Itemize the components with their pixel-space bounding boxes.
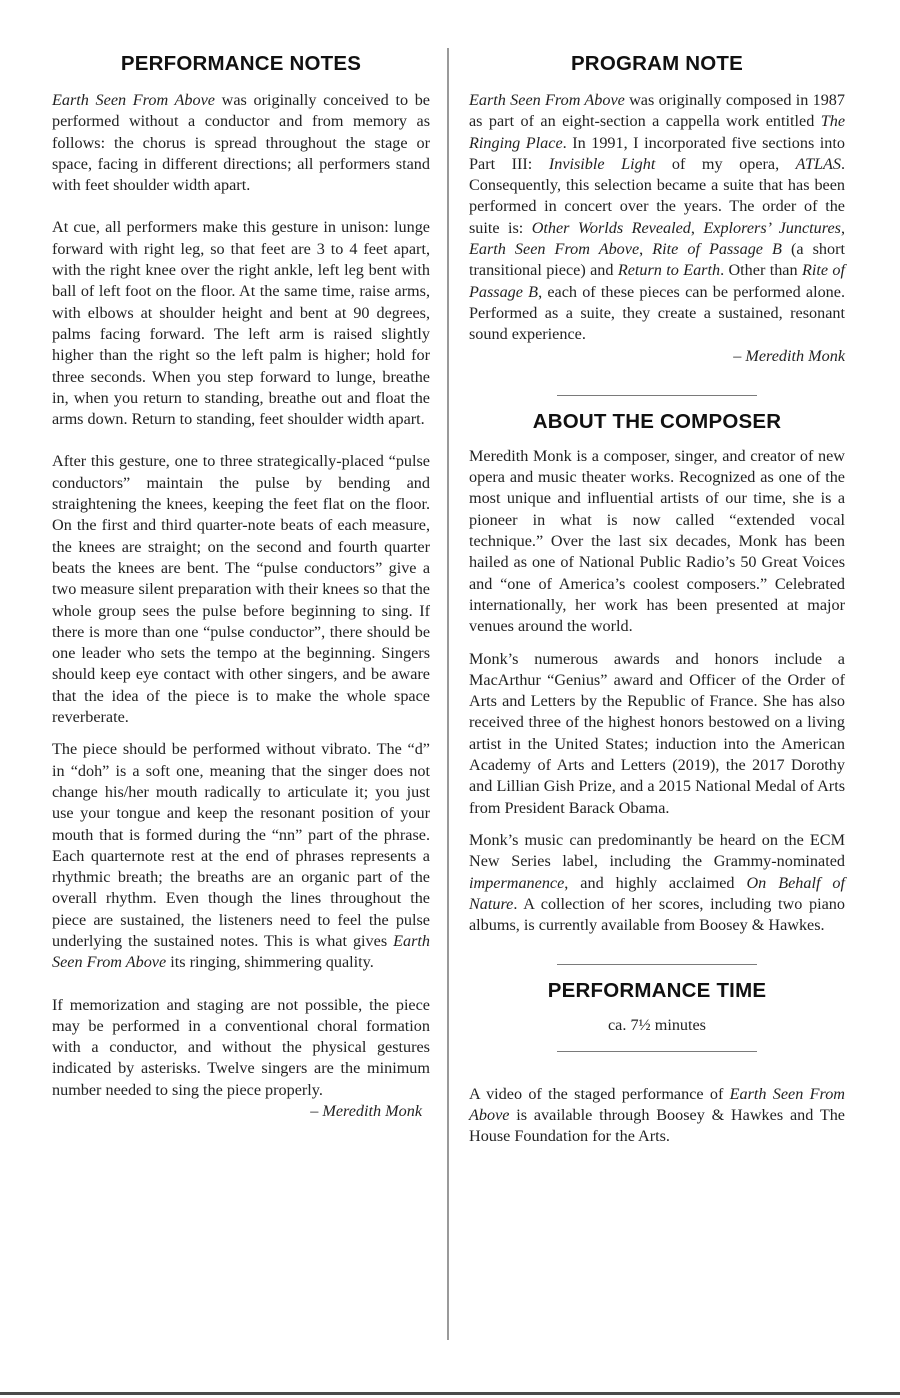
performance-time-heading: PERFORMANCE TIME	[547, 979, 767, 1003]
performance-notes-paragraph-5: If memorization and staging are not possible, the piece may be performed in a conventional choral formation with a conductor, and without the physical gestures indicated by asterisks. Twelve singers are the minimum number needed to sing the piece properly.	[52, 995, 430, 1099]
video-note-paragraph: A video of the staged performance of Earth Seen From Above is available through Boosey & Hawkes and The House Foundation for the Arts.	[469, 1084, 845, 1146]
program-note-heading: PROGRAM NOTE	[570, 52, 744, 75]
about-composer-paragraph-2: Monk’s numerous awards and honors include a MacArthur “Genius” award and Officer of the Order of Arts and Letters by the Republic of France. She has also received three of the highest honors bestowed on a living artist in the United States; induction into the American Academy of Arts and Letters (2019), the 2017 Dorothy and Lillian Gish Prize, and a 2015 National Medal of Arts from President Barack Obama.	[469, 649, 845, 817]
performance-notes-paragraph-4: The piece should be performed without vibrato. The “d” in “doh” is a soft one, meaning that the singer does not change his/her mouth radically to articulate it; you just use your tongue and keep the resonant position of your mouth that is formed during the “nn” part of the phrase. Each quarternote rest at the end of phrases represents a rhythmic breath; the breaths are an organic part of the overall rhythm. Even though the lines throughout the piece are sustained, the listeners need to feel the pulse underlying the sustained notes. This is what gives Earth Seen From Above its ringing, shimmering quality.	[52, 740, 430, 972]
performance-notes-paragraph-1: Earth Seen From Above was originally conceived to be performed without a conductor and from memory as follows: the chorus is spread throughout the stage or space, facing in different directions; all performers stand with feet shoulder width apart.	[52, 91, 430, 195]
performance-time-duration: ca. 7½ minutes	[607, 1016, 706, 1035]
left-column	[52, 52, 430, 1122]
right-column	[469, 52, 845, 1148]
about-composer-paragraph-3: Monk’s music can predominantly be heard on the ECM New Series label, including the Grammy-nominated impermanence, and highly acclaimed On Behalf of Nature. A collection of her scores, including two piano albums, is currently available from Boosey & Hawkes.	[469, 830, 845, 935]
performance-notes-signature: – Meredith Monk	[310, 1102, 422, 1121]
column-divider	[447, 48, 449, 1340]
performance-notes-heading: PERFORMANCE NOTES	[120, 52, 362, 75]
page-bottom-edge	[0, 1392, 900, 1395]
program-note-signature: – Meredith Monk	[733, 346, 845, 365]
performance-notes-paragraph-2: At cue, all performers make this gesture in unison: lunge forward with right leg, so that feet are 3 to 4 feet apart, with the right knee over the right ankle, left leg bent with ball of left foot on the floor. At the same time, raise arms, with elbows at shoulder height and bent at 90 degrees, palms facing forward. The left arm is raised slightly higher than the right so the left palm is higher; hold for three seconds. When you step forward to lunge, breathe in, when you return to standing, breathe out and float the arms down. Return to standing, feet shoulder width apart.	[52, 218, 430, 429]
about-composer-heading: ABOUT THE COMPOSER	[532, 409, 782, 433]
program-note-paragraph: Earth Seen From Above was originally composed in 1987 as part of an eight-section a cappella work entitled The Ringing Place. In 1991, I incorporated five sections into Part III: Invisible Light of my opera, ATLAS. Consequently, this selection became a suite that has been performed in concert over the years. The order of the suite is: Other Worlds Revealed, Explorers’ Junctures, Earth Seen From Above, Rite of Passage B (a short transitional piece) and Return to Earth. Other than Rite of Passage B, each of these pieces can be performed alone. Performed as a suite, they create a sustained, resonant sound experience.	[469, 91, 846, 344]
performance-notes-paragraph-3: After this gesture, one to three strategically-placed “pulse conductors” maintain the pulse by bending and straightening the knees, keeping the feet flat on the floor. On the first and third quarter-note beats of each measure, the knees are straight; on the second and fourth quarter beats the knees are bent. The “pulse conductors” give a two measure silent preparation with their knees so that the whole group sees the pulse before beginning to sing. If there is more than one “pulse conductor”, there should be one leader who sets the tempo at the beginning. Singers should keep eye contact with other singers, and be aware that the idea of the piece is to make the whole space reverberate.	[52, 452, 430, 727]
about-composer-paragraph-1: Meredith Monk is a composer, singer, and creator of new opera and music theater works. Recognized as one of the most unique and influential artists of our time, she is a pioneer in what is now called “extended vocal technique.” Over the last six decades, Monk has been hailed as one of National Public Radio’s 50 Great Voices and “one of America’s coolest composers.” Celebrated internationally, her work has been presented at major venues around the world.	[469, 446, 845, 636]
